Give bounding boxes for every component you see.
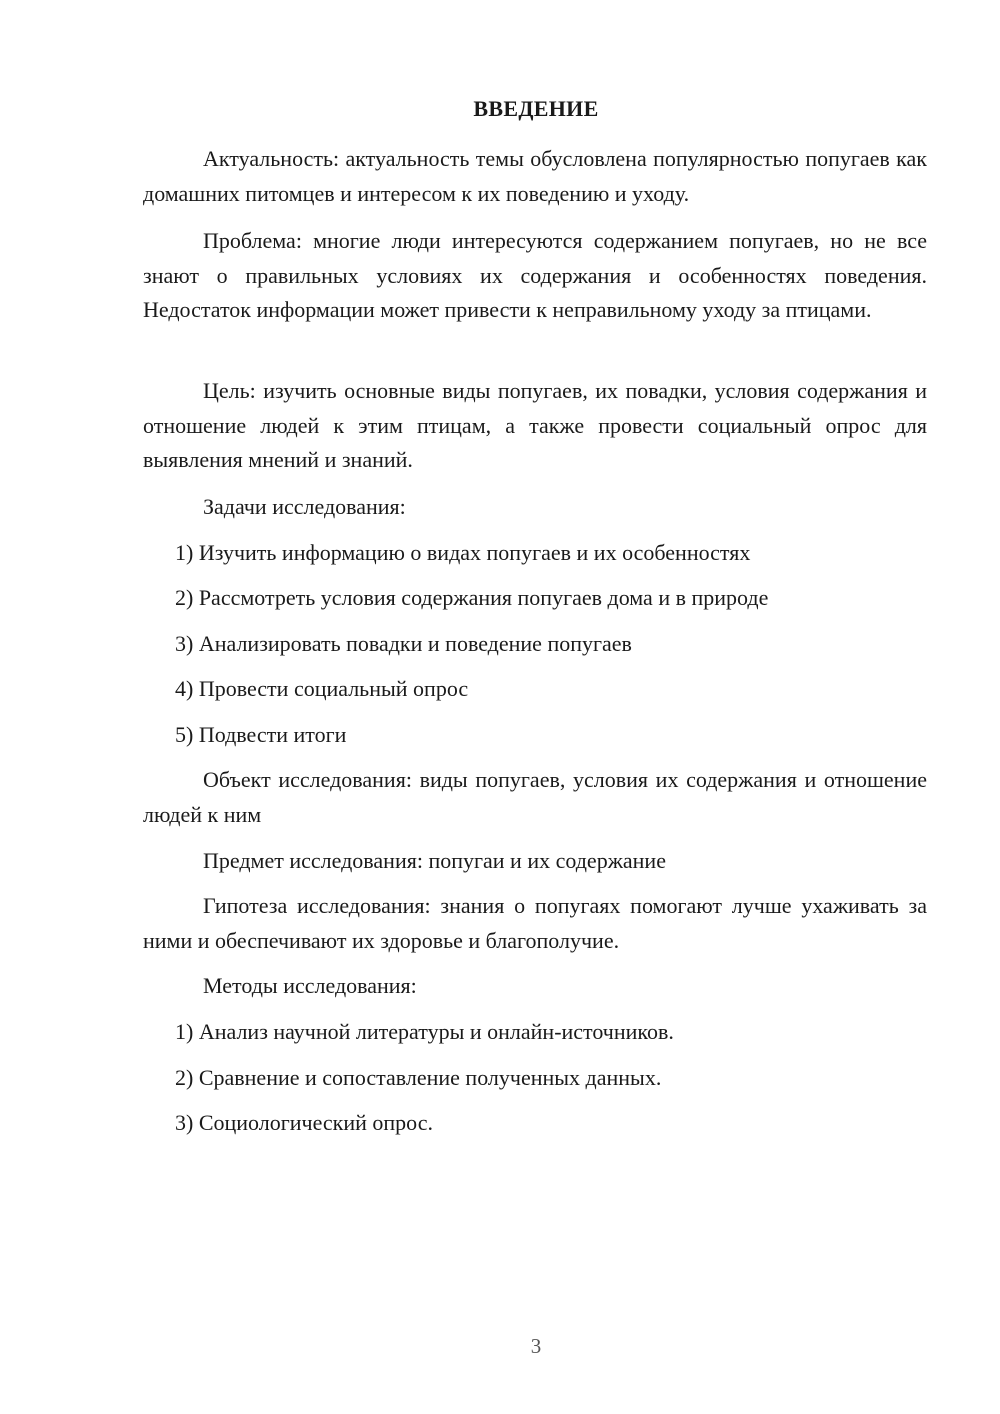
task-list-item: 3) Анализировать повадки и поведение попугаев	[175, 631, 632, 656]
problem-paragraph: Проблема: многие люди интересуются содержанием попугаев, но не все знают о правильных условиях их содержания и особенностях поведения. Недостаток информации может привести к неправильному уходу за птицами.	[143, 228, 927, 322]
hypothesis-paragraph: Гипотеза исследования: знания о попугаях помогают лучше ухаживать за ними и обеспечивают их здоровье и благополучие.	[143, 893, 927, 953]
methods-heading: Методы исследования:	[203, 973, 417, 998]
method-list-item: 3) Социологический опрос.	[175, 1110, 433, 1135]
task-list-item: 5) Подвести итоги	[175, 722, 347, 747]
page-title: ВВЕДЕНИЕ	[473, 96, 599, 121]
task-list-item: 2) Рассмотреть условия содержания попугаев дома и в природе	[175, 585, 769, 610]
goal-paragraph: Цель: изучить основные виды попугаев, их повадки, условия содержания и отношение людей к этим птицам, а также провести социальный опрос для выявления мнений и знаний.	[143, 378, 927, 472]
object-paragraph: Объект исследования: виды попугаев, условия их содержания и отношение людей к ним	[143, 767, 927, 827]
relevance-paragraph: Актуальность: актуальность темы обусловлена популярностью попугаев как домашних питомцев и интересом к их поведению и уходу.	[143, 146, 927, 206]
tasks-heading: Задачи исследования:	[203, 494, 406, 519]
page-number: 3	[530, 1334, 542, 1358]
method-list-item: 2) Сравнение и сопоставление полученных данных.	[175, 1065, 662, 1090]
task-list-item: 4) Провести социальный опрос	[175, 676, 469, 701]
task-list-item: 1) Изучить информацию о видах попугаев и их особенностях	[175, 540, 751, 565]
method-list-item: 1) Анализ научной литературы и онлайн-источников.	[175, 1019, 674, 1044]
subject-line: Предмет исследования: попугаи и их содержание	[203, 848, 666, 873]
